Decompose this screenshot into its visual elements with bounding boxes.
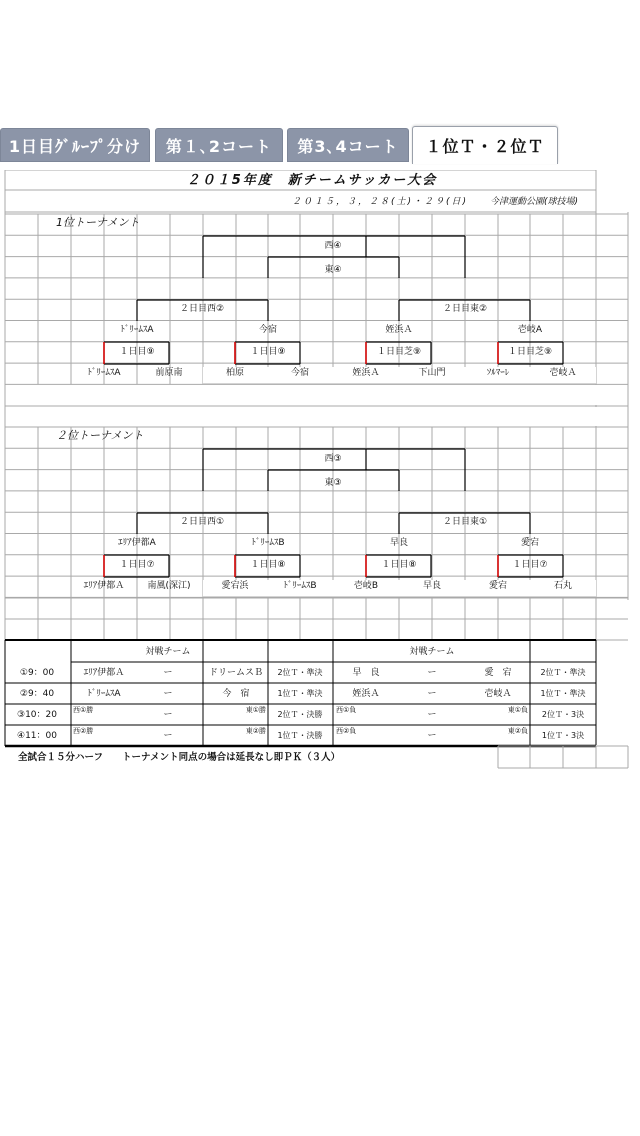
t1-qf-team: ﾄﾞﾘｰﾑｽA bbox=[120, 325, 154, 335]
t1-team: 姪浜Ａ bbox=[352, 368, 380, 378]
match-team: 東②勝 bbox=[245, 727, 266, 735]
match-vs: ー bbox=[427, 689, 437, 699]
match-label: 1位Ｔ・準決 bbox=[277, 689, 323, 698]
match-vs: ー bbox=[427, 710, 437, 720]
match-team: 西①負 bbox=[336, 706, 357, 714]
t1-r1-label: １日目芝⑨ bbox=[376, 347, 422, 357]
t2-team: ｴﾘｱ伊都Ａ bbox=[83, 581, 125, 591]
t2-qf-team: ﾄﾞﾘｰﾑｽB bbox=[251, 538, 285, 548]
tab-label: １位Ｔ・２位Ｔ bbox=[425, 137, 545, 156]
match-team: 愛 宕 bbox=[484, 668, 512, 678]
t2-final-top: 西③ bbox=[324, 454, 342, 464]
match-label: 2位Ｔ・準決 bbox=[540, 668, 586, 677]
t2-qf-team: 早良 bbox=[389, 538, 409, 548]
match-label: 1位Ｔ・3決 bbox=[541, 731, 585, 740]
match-team: ｴﾘｱ伊都Ａ bbox=[83, 668, 125, 678]
match-team: 壱岐Ａ bbox=[484, 689, 512, 699]
t2-r1-label: １日目⑧ bbox=[381, 560, 417, 570]
match-vs: ー bbox=[163, 710, 173, 720]
sheet-tabs bbox=[0, 126, 640, 166]
match-time: ②9：40 bbox=[19, 689, 55, 699]
match-vs: ー bbox=[163, 689, 173, 699]
t1-final-top: 西④ bbox=[324, 241, 342, 251]
match-label: 2位Ｔ・3決 bbox=[541, 710, 585, 719]
merged-cell bbox=[203, 367, 596, 384]
tournament-sheet bbox=[0, 170, 640, 780]
match-team: 西①勝 bbox=[73, 706, 94, 714]
match-team: 姪浜Ａ bbox=[352, 689, 380, 699]
event-date: ２０１５，３，２８(土)・２９(日) bbox=[291, 197, 469, 207]
merged-cell bbox=[203, 580, 596, 597]
match-team: 東②負 bbox=[507, 727, 528, 735]
match-time: ③10：20 bbox=[17, 710, 57, 720]
match-team: 東①負 bbox=[507, 706, 528, 714]
t2-team: 壱岐B bbox=[353, 581, 379, 591]
match-vs: ー bbox=[163, 731, 173, 741]
schedule-header-left: 対戦チーム bbox=[145, 647, 191, 657]
tab-day1-groups[interactable] bbox=[0, 128, 150, 162]
tab-label: 1日目ｸﾞﾙｰﾌﾟ分け bbox=[8, 136, 142, 156]
t1-r1-label: １日目⑨ bbox=[250, 347, 286, 357]
schedule-header-right: 対戦チーム bbox=[409, 647, 455, 657]
t2-r1-label: １日目⑦ bbox=[119, 560, 155, 570]
event-venue: 今津運動公園(球技場) bbox=[489, 197, 579, 207]
match-time: ①9：00 bbox=[19, 668, 55, 678]
t2-final-bottom: 東③ bbox=[324, 478, 342, 488]
t1-r1-label: １日目⑨ bbox=[119, 347, 155, 357]
t1-qf-team: 姪浜Ａ bbox=[385, 325, 413, 335]
rules-note: 全試合１５分ハーフ トーナメント同点の場合は延長なし即ＰＫ（３人） bbox=[18, 752, 341, 763]
t1-team: 前原南 bbox=[155, 368, 183, 378]
t2-team: 愛宕 bbox=[488, 581, 508, 591]
t2-team: 愛宕浜 bbox=[221, 581, 249, 591]
t1-semi-right: ２日目東② bbox=[442, 304, 488, 314]
t1-team: 壱岐Ａ bbox=[549, 368, 577, 378]
match-team: 東①勝 bbox=[245, 706, 266, 714]
t1-final-bottom: 東④ bbox=[324, 265, 342, 275]
t2-team: ﾄﾞﾘｰﾑｽB bbox=[283, 581, 317, 591]
match-team: ドリームスＢ bbox=[208, 668, 264, 678]
t1-heading: 1位トーナメント bbox=[56, 216, 140, 229]
sheet-title: ２０１5年度 新チームサッカー大会 bbox=[186, 173, 438, 188]
spacer-row bbox=[6, 385, 627, 405]
t2-heading: ２位トーナメント bbox=[56, 429, 144, 442]
match-team: 今 宿 bbox=[222, 689, 250, 699]
match-team: 西②勝 bbox=[73, 727, 94, 735]
tab-label: 第3､4コート bbox=[297, 136, 399, 156]
t2-team: 石丸 bbox=[553, 581, 573, 591]
t2-qf-team: ｴﾘｱ伊都A bbox=[118, 538, 156, 548]
t2-semi-right: ２日目東① bbox=[442, 517, 488, 527]
match-team: 早 良 bbox=[352, 668, 380, 678]
match-label: 1位Ｔ・決勝 bbox=[277, 731, 323, 740]
match-vs: ー bbox=[427, 668, 437, 678]
match-label: 1位Ｔ・準決 bbox=[540, 689, 586, 698]
match-vs: ー bbox=[163, 668, 173, 678]
tab-court-1-2[interactable] bbox=[155, 128, 283, 162]
match-team: 西②負 bbox=[336, 727, 357, 735]
t1-r1-label: １日目芝⑨ bbox=[507, 347, 553, 357]
t1-team: 今宿 bbox=[290, 368, 310, 378]
t2-team: 南風(深江) bbox=[147, 581, 191, 591]
tab-court-3-4[interactable] bbox=[287, 128, 409, 162]
t1-qf-team: 壱岐A bbox=[517, 325, 543, 335]
t2-qf-team: 愛宕 bbox=[520, 538, 540, 548]
spacer-row bbox=[6, 407, 627, 426]
tab-tournament[interactable] bbox=[412, 126, 558, 164]
t1-team: ｿﾙﾏｰﾚ bbox=[486, 368, 510, 378]
tab-label: 第１､2コート bbox=[165, 136, 273, 156]
t1-team: 下山門 bbox=[418, 368, 446, 378]
t1-semi-left: ２日目西② bbox=[179, 304, 225, 314]
t1-team: ﾄﾞﾘｰﾑｽA bbox=[87, 368, 121, 378]
t2-team: 早良 bbox=[422, 581, 442, 591]
t2-semi-left: ２日目西① bbox=[179, 517, 225, 527]
t2-r1-label: １日目⑧ bbox=[250, 560, 286, 570]
match-time: ④11：00 bbox=[17, 731, 57, 741]
match-label: 2位Ｔ・決勝 bbox=[277, 710, 323, 719]
match-vs: ー bbox=[427, 731, 437, 741]
match-label: 2位Ｔ・準決 bbox=[277, 668, 323, 677]
t2-r1-label: １日目⑦ bbox=[512, 560, 548, 570]
t1-team: 柏原 bbox=[225, 368, 245, 378]
t1-qf-team: 今宿 bbox=[258, 325, 278, 335]
match-team: ﾄﾞﾘｰﾑｽA bbox=[87, 689, 121, 699]
